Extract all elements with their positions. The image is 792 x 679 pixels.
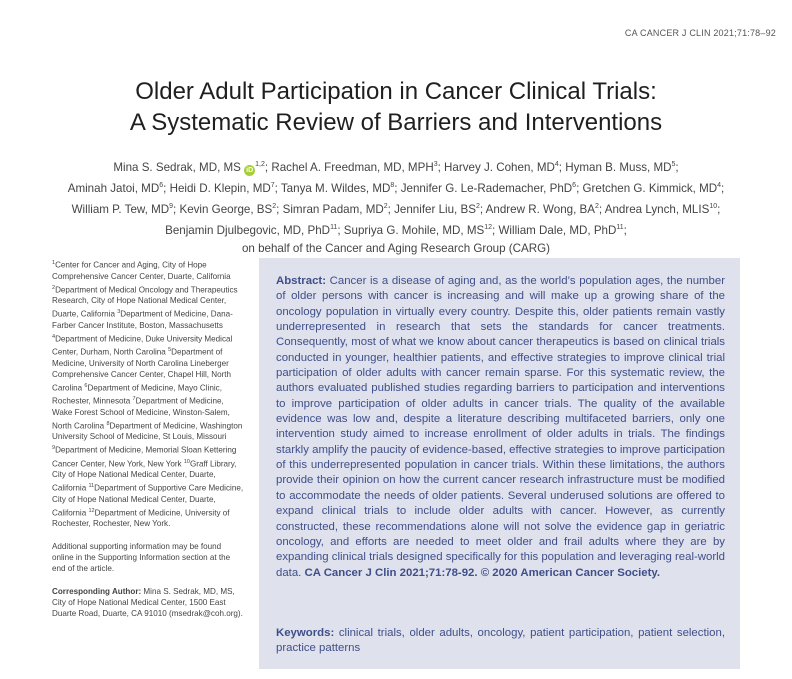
author-name: ; Kevin George, BS bbox=[173, 202, 273, 216]
sidebar-column bbox=[52, 258, 244, 620]
author-name: ; Jennifer G. Le-Rademacher, PhD bbox=[394, 181, 573, 195]
author-name: ; Jennifer Liu, BS bbox=[387, 202, 476, 216]
affiliation-number: 10 bbox=[183, 458, 190, 465]
author-affiliation: 2 bbox=[272, 203, 277, 211]
author-affiliation: 8 bbox=[390, 182, 395, 190]
corresponding-author bbox=[52, 587, 244, 620]
author-list bbox=[40, 156, 752, 258]
affiliation-text: Department of Medicine, Mayo Clinic, Rochester, Minnesota bbox=[52, 383, 222, 406]
separator: ; bbox=[623, 224, 627, 238]
separator: ; bbox=[675, 160, 679, 174]
author-name[interactable]: Mina S. Sedrak, MD, MS bbox=[113, 160, 241, 174]
abstract bbox=[276, 274, 725, 581]
author-group: on behalf of the Cancer and Aging Research Group (CARG) bbox=[241, 242, 551, 256]
author-line-1 bbox=[40, 156, 752, 177]
keywords-text: clinical trials, older adults, oncology, patient participation, patient selection, practice patterns bbox=[276, 627, 725, 655]
title-line-2: A Systematic Review of Barriers and Interventions bbox=[129, 109, 663, 136]
author-affiliation: 10 bbox=[709, 203, 718, 211]
author-line-3 bbox=[40, 198, 752, 219]
author-name: Benjamin Djulbegovic, MD, PhD bbox=[165, 224, 331, 238]
affiliation-number: 5 bbox=[168, 347, 172, 354]
author-line-4 bbox=[40, 219, 752, 240]
affiliation-text: Department of Medicine, Wake Forest School of Medicine, Winston-Salem, North Carolina bbox=[52, 396, 230, 431]
affiliation-number: 11 bbox=[88, 483, 95, 490]
affiliation-text: Graff Library, City of Hope National Medical Center, Duarte, California bbox=[52, 459, 237, 493]
author-affiliation: 7 bbox=[270, 182, 275, 190]
corresponding-author-text: Mina S. Sedrak, MD, MS, City of Hope National Medical Center, 1500 East Duarte Road, Duarte, CA 91010 (msedrak@coh.org). bbox=[52, 586, 243, 618]
author-affiliation: 5 bbox=[671, 161, 676, 168]
author-affiliation: 11 bbox=[616, 224, 624, 232]
orcid-icon[interactable]: iD bbox=[246, 166, 254, 174]
separator: ; bbox=[721, 181, 725, 195]
author-affiliation: 9 bbox=[169, 203, 174, 211]
author-affiliation: 3 bbox=[433, 161, 438, 168]
affiliation-number: 6 bbox=[84, 382, 88, 389]
author-name: ; Gretchen G. Kimmick, MD bbox=[576, 181, 718, 195]
author-line-2 bbox=[40, 177, 752, 198]
author-affiliation: 6 bbox=[572, 182, 577, 190]
author-affiliation: 4 bbox=[717, 182, 722, 190]
affiliation-number: 9 bbox=[52, 445, 56, 452]
author-name: ; Simran Padam, MD bbox=[276, 202, 384, 216]
author-name: ; William Dale, MD, PhD bbox=[492, 224, 617, 238]
separator: ; bbox=[717, 202, 721, 216]
author-affiliation: 12 bbox=[484, 224, 493, 232]
keywords-label: Keywords: bbox=[276, 627, 335, 639]
affiliation-text: Department of Medical Oncology and Therapeutics Research, City of Hope National Medical Center, Duarte, California bbox=[52, 285, 238, 319]
affiliation-text: Department of Medicine, Dana-Farber Cancer Institute, Boston, Massachusetts bbox=[52, 309, 233, 330]
affiliation-text: Department of Medicine, University of North Carolina Lineberger Comprehensive Cancer Center, Chapel Hill, North Carolina bbox=[52, 347, 232, 393]
affiliation-number: 7 bbox=[132, 396, 136, 403]
author-name: ; Andrea Lynch, MLIS bbox=[598, 202, 710, 216]
affiliations bbox=[52, 258, 244, 530]
article-title bbox=[0, 76, 792, 138]
affiliation-number: 2 bbox=[52, 284, 56, 291]
author-name: Aminah Jatoi, MD bbox=[67, 181, 160, 195]
author-name: William P. Tew, MD bbox=[71, 202, 170, 216]
author-affiliation: 2 bbox=[595, 203, 599, 211]
affiliation-text: Center for Cancer and Aging, City of Hope Comprehensive Cancer Center, Duarte, California bbox=[52, 260, 231, 281]
title-line-1: Older Adult Participation in Cancer Clinical Trials: bbox=[135, 78, 657, 105]
corresponding-author-label: Corresponding Author: bbox=[52, 586, 142, 596]
affiliation-number: 4 bbox=[52, 333, 56, 340]
affiliation-number: 1 bbox=[52, 260, 56, 266]
author-name: ; Andrew R. Wong, BA bbox=[479, 202, 596, 216]
author-name: ; Heidi D. Klepin, MD bbox=[163, 181, 271, 195]
author-name: ; Rachel A. Freedman, MD, MPH bbox=[264, 160, 434, 174]
author-affiliation: 2 bbox=[383, 203, 388, 211]
affiliation-text: Department of Medicine, Memorial Sloan Kettering Cancer Center, New York, New York bbox=[52, 445, 237, 469]
abstract-label: Abstract: bbox=[276, 275, 327, 287]
author-affiliation: 6 bbox=[159, 182, 164, 190]
affiliation-number: 8 bbox=[106, 420, 110, 427]
affiliation-text: Department of Supportive Care Medicine, City of Hope National Medical Center, Duarte, California bbox=[52, 483, 244, 518]
affiliation-number: 3 bbox=[117, 309, 121, 315]
author-affiliation: 1,2 bbox=[255, 161, 265, 168]
author-name: ; Tanya M. Wildes, MD bbox=[274, 181, 391, 195]
journal-reference: CA CANCER J CLIN 2021;71:78–92 bbox=[624, 28, 776, 38]
abstract-text: Cancer is a disease of aging and, as the world’s population ages, the number of older persons with cancer is increasing and will make up a growing share of the oncology population in virtually every country. Despite this, older patients remain vastly underrepresented in research that sets the standards for cancer treatments. Consequently, most of what we know about cancer therapeutics is based on clinical trials conducted in younger, healthier patients, and effective strategies to improve clinical trial participation of older adults with cancer remain sparse. For this systematic review, the authors evaluated published studies regarding barriers to participation and interventions to improve participation of older adults in cancer trials. The quality of the available evidence was low and, despite a literature describing multifaceted barriers, only one intervention study aimed to increase enrollment of older adults in trials. The findings starkly amplify the paucity of evidence-based, effective strategies to improve participation of this underrepresented population in cancer trials. Within these limitations, the authors provide their opinion on how the current cancer research infrastructure must be modified to accommodate the needs of older patients. Several underused solutions are offered to expand clinical trials to include older adults with cancer. However, as currently constructed, these recommendations alone will not solve the evidence gap in geriatric oncology, and efforts are needed to meet older and frail adults where they are by expanding clinical trials designed specifically for this population and leveraging real-world data. bbox=[276, 275, 725, 579]
author-name: ; Harvey J. Cohen, MD bbox=[437, 160, 555, 174]
author-affiliation: 11 bbox=[330, 224, 338, 232]
abstract-citation: CA Cancer J Clin 2021;71:78-92. © 2020 American Cancer Society. bbox=[304, 566, 661, 579]
author-affiliation: 2 bbox=[475, 203, 480, 211]
affiliation-number: 12 bbox=[88, 507, 95, 514]
affiliation-text: Department of Medicine, University of Rochester, Rochester, New York. bbox=[52, 508, 230, 529]
author-affiliation: 4 bbox=[554, 161, 559, 168]
supporting-info-note: Additional supporting information may be found online in the Supporting Information section at the end of the article. bbox=[52, 542, 231, 573]
affiliation-text: Department of Medicine, Duke University Medical Center, Durham, North Carolina bbox=[52, 334, 233, 357]
affiliation-text: Department of Medicine, Washington University School of Medicine, St Louis, Missouri bbox=[52, 421, 243, 442]
author-name: ; Hyman B. Muss, MD bbox=[558, 160, 672, 174]
author-name: ; Supriya G. Mohile, MD, MS bbox=[337, 224, 485, 238]
keywords bbox=[276, 626, 725, 657]
